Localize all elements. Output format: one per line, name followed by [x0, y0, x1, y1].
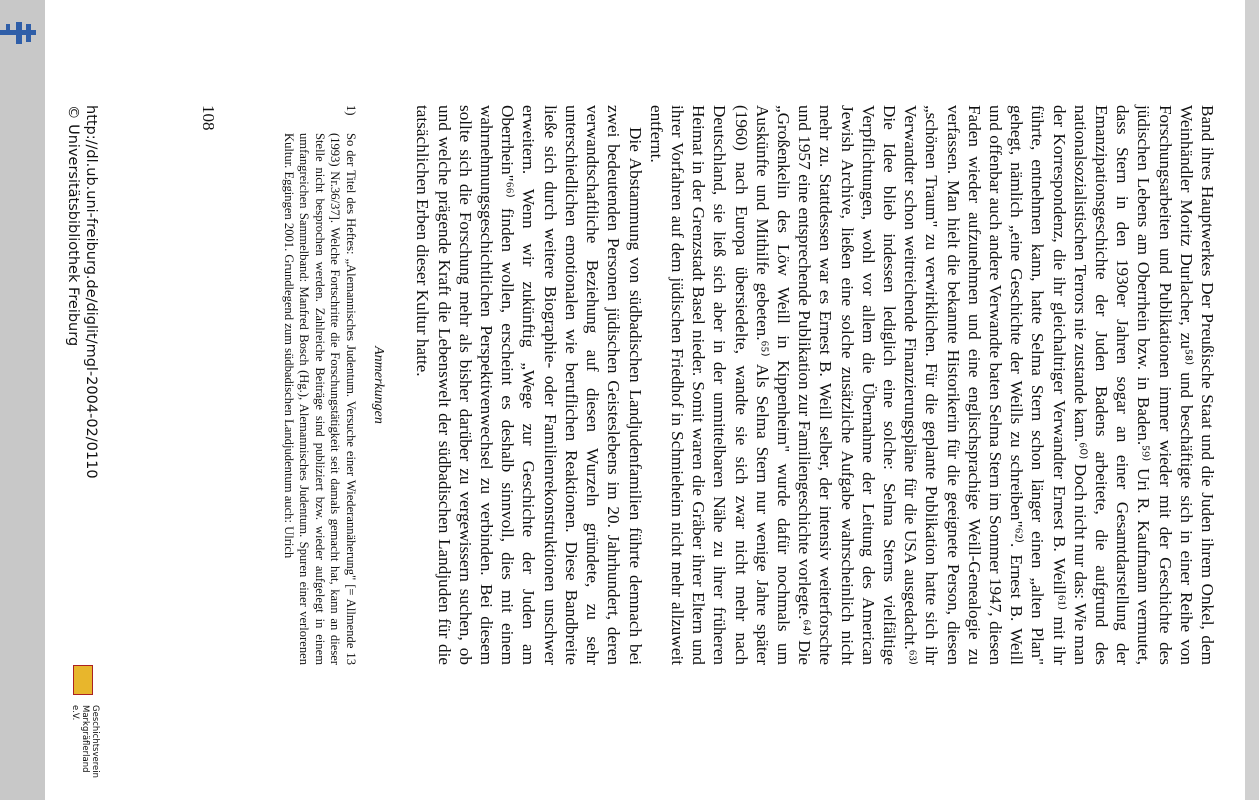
source-url[interactable]: http://dl.ub.uni-freiburg.de/diglit/mgl-2004-02/0110 — [83, 105, 99, 479]
badge-line-1: Geschichtsverein — [90, 705, 100, 779]
publisher-badge — [70, 705, 100, 785]
copyright-line: © Universitätsbibliothek Freiburg — [65, 105, 81, 347]
footnote-text: So der Titel des Heftes: „Alemannisches Judentum. Versuche einer Wiederannäherung" [= Allmende 13 (1993) Nr.36/37]. Welche Fortschritte die Forschungstätigkeit seit damals gemacht hat, kann an dieser Stelle nicht besprochen werden. Zahlreiche Beiträge sind publiziert bzw. wieder aufgelegt in einem umfangreichen Sammelband: Manfred Bosch (Hg.), Alemannisches Judentum. Spuren einer verlorenen Kultur. Eggingen 2001. Grundlegend zum südbadischen Landjudentum auch: Ulrich — [281, 133, 358, 665]
rotated-page-content — [65, 105, 1218, 785]
document-page — [45, 0, 1245, 800]
badge-line-2: Markgräflerland e.V. — [70, 705, 90, 773]
paragraph-2: Die Abstammung von südbadischen Landjudenfamilien führte demnach bei zwei bedeutenden Personen jüdischen Geisteslebens im 20. Jahrhundert, deren verwandtschaftliche Beziehung auf diesen Wurzeln gründete, zu sehr unterschiedlichen emotionalen wie beruflichen Reaktionen. Diese Bandbreite ließe sich durch weitere Biographie- oder Familienrekonstruktionen unschwer erweitern. Wenn wir zukünftig „Wege zur Geschichte der Juden am Oberrhein"⁶⁶⁾ finden wollen, erscheint es deshalb sinnvoll, dies mit einem wahrnehmungsgeschichtlichen Perspektivenwechsel zu verbinden. Bei diesem sollte sich die Forschung mehr als bisher darüber zu vergewissern suchen, ob und welche prägende Kraft die Lebenswelt der südbadischen Landjuden für die tatsächlichen Erben dieser Kultur hatte. — [413, 105, 645, 665]
geschichtsverein-crest-icon — [73, 665, 93, 695]
footnote — [280, 105, 358, 665]
footnote-number: 1) — [344, 105, 358, 116]
left-viewer-strip — [0, 0, 45, 800]
page-number: 108 — [199, 105, 218, 131]
notes-heading: Anmerkungen — [371, 346, 386, 424]
body-text — [412, 105, 1218, 665]
paragraph-1: Band ihres Hauptwerkes Der Preußische Staat und die Juden ihrem Onkel, dem Weinhändler Moritz Durlacher, zu⁵⁸⁾ und beschäftigte sich in einer Reihe von Forschungsarbeiten und Publikationen immer wieder mit der Geschichte des jüdischen Lebens am Oberrhein bzw. in Baden.⁵⁹⁾ Uri R. Kaufmann vermutet, dass Stern in den 1930er Jahren sogar an einer Gesamtdarstellung der Emanzipationsgeschichte der Juden Badens arbeitete, die aufgrund des nationalsozialistischen Terrors nie zustande kam.⁶⁰⁾ Doch nicht nur das: Wie man der Korrespondenz, die ihr gleichaltriger Verwandter Ernest B. Weill⁶¹⁾ mit ihr führte, entnehmen kann, hatte Selma Stern schon länger einen „alten Plan" gehegt, nämlich „eine Geschichte der Weills zu schreiben"⁶²⁾. Ernest B. Weill und offenbar auch andere Verwandte baten Selma Stern im Sommer 1947, diesen Faden wieder aufzunehmen und eine englischsprachige Weill-Genealogie zu verfassen. Man hielt die bekannte Historikerin für die geeignete Person, diesen „schönen Traum" zu verwirklichen. Für die geplante Publikation hatte sich ihr Verwandter schon weitreichende Finanzierungspläne für die USA ausgedacht.⁶³⁾ Die Idee blieb indessen lediglich eine solche: Selma Sterns vielfältige Verpflichtungen, wohl vor allem die Übernahme der Leitung des American Jewish Archive, ließen eine solche zusätzliche Aufgabe wahrscheinlich nicht mehr zu. Stattdessen war es Ernest B. Weill selber, der intensiv weiterforschte und 1957 eine entsprechende Publikation zur Familiengeschichte vorlegte.⁶⁴⁾ Die „Großenkelin des Löw Weill in Kippenheim" wurde dafür nochmals um Auskünfte und Mithilfe gebeten.⁶⁵⁾ Als Selma Stern nur wenige Jahre später (1960) nach Europa übersiedelte, wandte sie sich zwar nicht mehr nach Deutschland, sie ließ sich aber in der unmittelbaren Nähe zu ihrer früheren Heimat in der Grenzstadt Basel nieder. Somit waren die Gräber ihrer Eltern und ihrer Vorfahren auf dem jüdischen Friedhof in Schmieheim nicht mehr allzuweit entfernt. — [646, 105, 1217, 665]
right-viewer-strip — [1245, 0, 1259, 800]
